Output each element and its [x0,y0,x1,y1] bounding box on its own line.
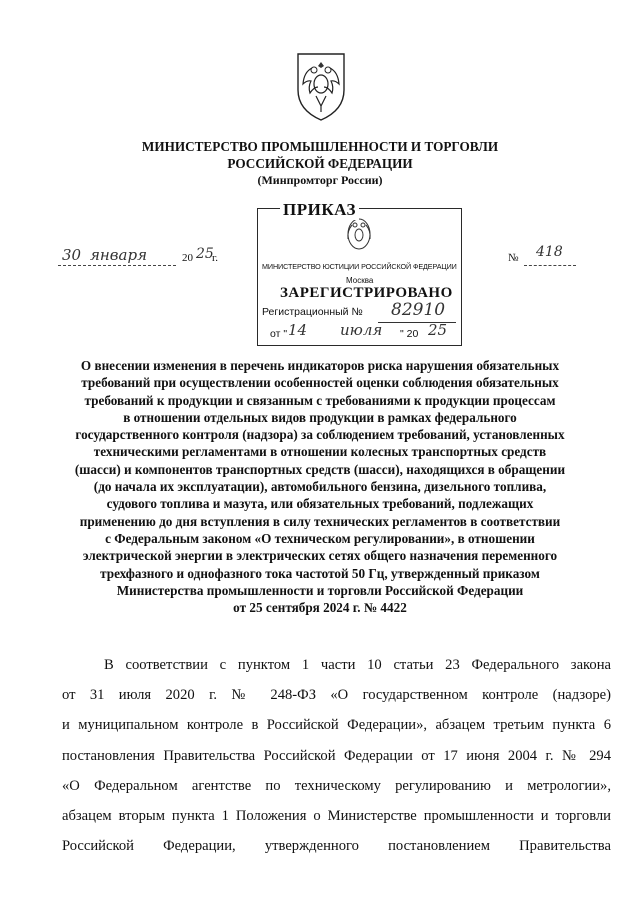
title-line: электрической энергии в электрических сетях общего назначения переменного [82,548,558,564]
stamp-year-suffix: 25 [428,321,448,339]
stamp-year-prefix: " 20 [400,328,419,340]
ministry-name-line2: РОССИЙСКОЙ ФЕДЕРАЦИИ [227,156,413,171]
body-line: «О Федеральном агентстве по техническому регулированию и метрологии», [62,777,611,794]
stamp-registered: ЗАРЕГИСТРИРОВАНО [280,285,453,301]
document-type: ПРИКАЗ [280,200,359,220]
order-number-label: № [508,252,519,264]
title-line: судового топлива и мазута, или обязательных требований, подлежащих [106,496,534,512]
order-body [62,650,611,861]
body-line: абзацем вторым пункта 1 Положения о Министерстве промышленности и торговли [62,808,611,825]
title-line: трехфазного и однофазного тока частотой 50 Гц, утвержденный приказом [100,565,540,581]
body-line: постановления Правительства Российской Федерации от 17 июня 2004 г. № 294 [62,747,611,764]
title-line: О внесении изменения в перечень индикаторов риска нарушения обязательных [80,358,560,373]
coat-of-arms-icon [292,50,350,122]
title-line: в отношении отдельных видов продукции в рамках федерального [123,409,517,425]
order-date-line [58,265,176,266]
title-line: (шасси) и компонентов транспортных средств (шасси), находящихся в обращении [74,461,566,477]
body-line: В соответствии с пунктом 1 части 10 статьи 23 Федерального закона [104,657,611,673]
stamp-reg-number: 82910 [391,300,446,320]
stamp-reg-label: Регистрационный № [262,306,363,318]
registration-stamp [257,208,462,346]
title-line: от 25 сентября 2024 г. № 4422 [233,600,407,616]
stamp-city: Москва [346,276,374,285]
stamp-date-prefix: от " [270,328,288,340]
title-line: требований при осуществлении особенностей оценки соблюдения обязательных [81,375,559,391]
title-line: (до начала их эксплуатации), автомобильного бензина, дизельного топлива, [93,479,547,495]
order-title [30,357,610,616]
body-line: Российской Федерации, утвержденного постановлением Правительства [62,838,611,855]
body-line: от 31 июля 2020 г. № 248-ФЗ «О государственном контроле (надзоре) [62,687,611,704]
ministry-short-name: (Минпромторг России) [257,173,383,187]
ministry-name-line1: МИНИСТЕРСТВО ПРОМЫШЛЕННОСТИ И ТОРГОВЛИ [141,139,499,154]
title-line: государственного контроля (надзора) за соблюдением требований, установленных [75,427,565,443]
stamp-emblem-icon [344,215,374,253]
body-line: и муниципальном контроле в Российской Федерации», абзацем третьим пункта 6 [62,717,611,734]
order-year-suffix: 25 [196,246,214,262]
order-number: 418 [536,244,563,260]
title-line: Министерства промышленности и торговли Российской Федерации [116,582,524,598]
order-month: января [90,246,148,264]
title-line: требований к продукции и связанным с требованиями к продукции процессам [84,392,556,408]
stamp-ministry: МИНИСТЕРСТВО ЮСТИЦИИ РОССИЙСКОЙ ФЕДЕРАЦИИ [262,262,457,271]
title-line: техническими регламентами в отношении колесных транспортных средств [93,444,547,460]
order-day: 30 [62,246,82,264]
order-year-g: г. [212,252,219,264]
title-line: применению до дня вступления в силу технических регламентов в соответствии [79,513,561,529]
title-line: с Федеральным законом «О техническом регулировании», в отношении [105,530,535,546]
order-year-prefix: 20 [182,252,193,264]
stamp-month: июля [340,321,383,339]
stamp-day: 14 [288,321,308,339]
order-number-line [524,265,576,266]
